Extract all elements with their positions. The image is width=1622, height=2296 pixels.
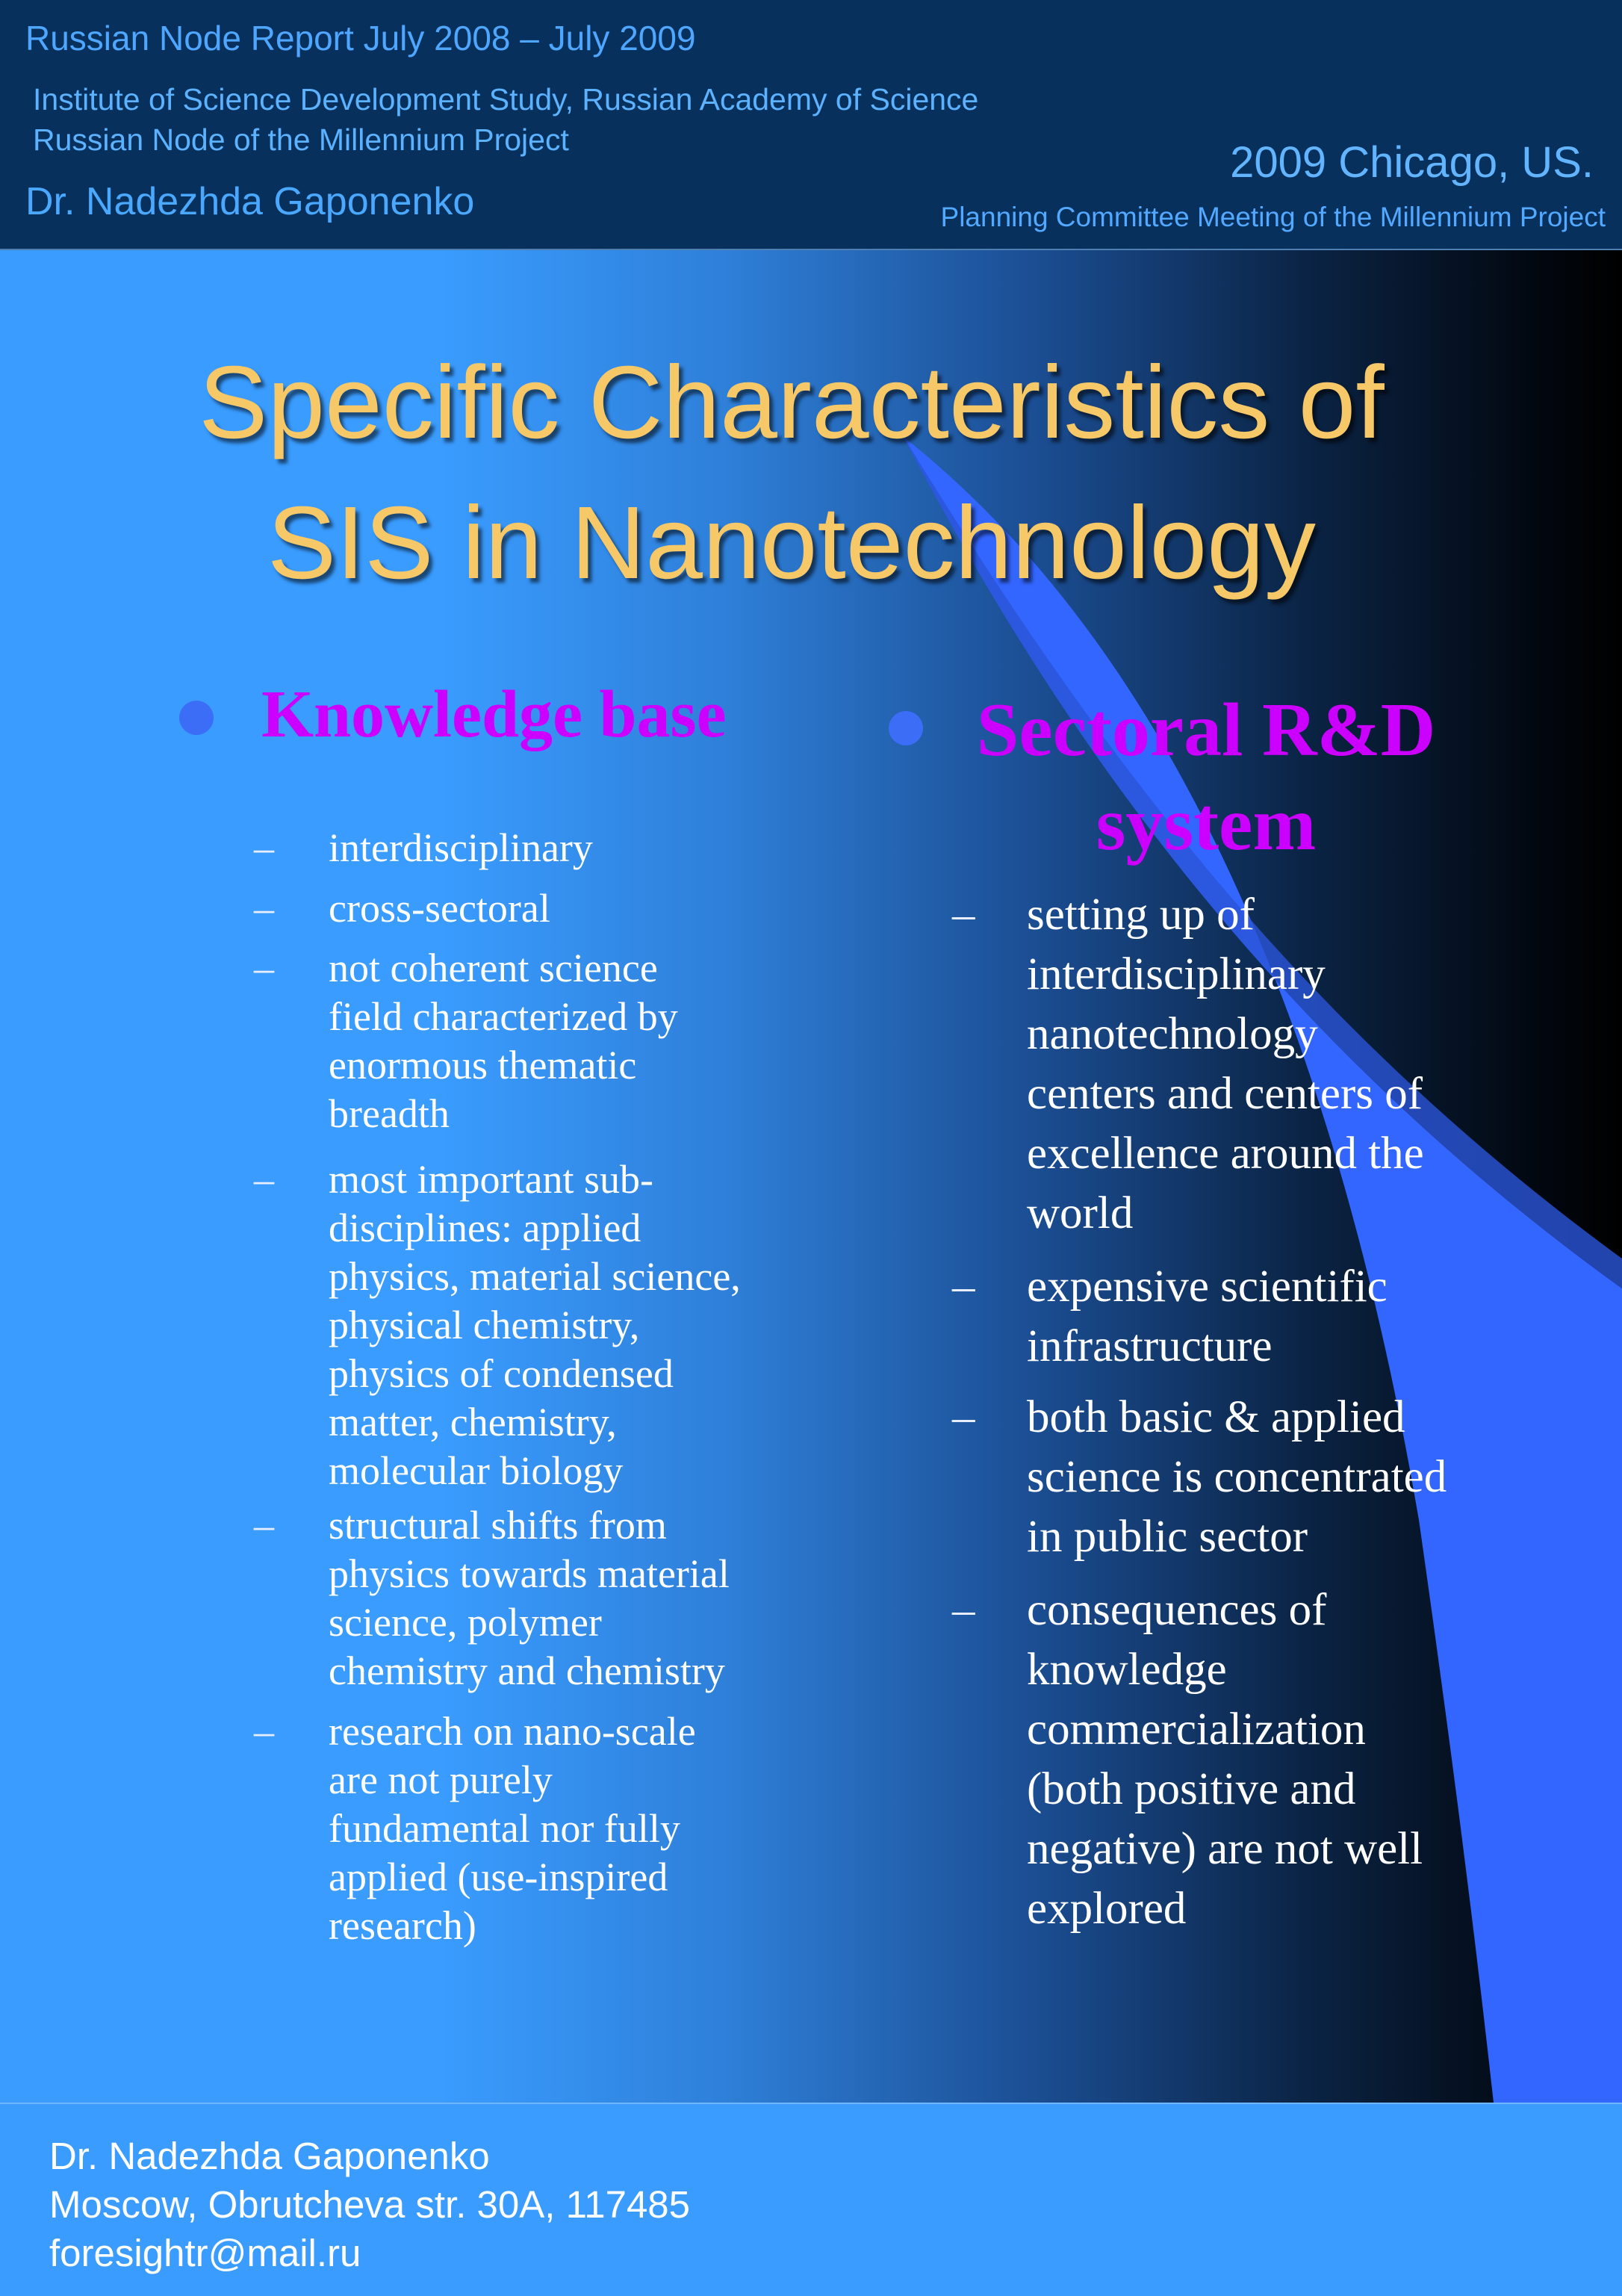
list-item-line: commercialization xyxy=(1027,1704,1366,1754)
dash-bullet-icon: – xyxy=(254,1503,274,1548)
list-item-line: in public sector xyxy=(1027,1512,1308,1562)
report-title: Russian Node Report July 2008 – July 2009 xyxy=(25,19,696,58)
footer-email[interactable] xyxy=(49,2231,361,2275)
dash-bullet-icon: – xyxy=(952,1262,975,1312)
list-item-line: both basic & applied xyxy=(1027,1392,1405,1442)
slide-title-line-2: SIS in Nanotechnology xyxy=(267,485,1316,601)
dash-bullet-icon: – xyxy=(952,890,975,940)
list-item-text xyxy=(329,1707,696,1950)
list-item-text xyxy=(1027,885,1424,1244)
list-item-text xyxy=(329,944,678,1138)
list-item-line: chemistry and chemistry xyxy=(329,1648,725,1693)
list-item-line: negative) are not well xyxy=(1027,1824,1423,1874)
list-item-line: explored xyxy=(1027,1884,1187,1934)
list-item-line: physical chemistry, xyxy=(329,1303,640,1347)
list-item-line: excellence around the xyxy=(1027,1129,1424,1179)
list-item-line: breadth xyxy=(329,1091,450,1136)
list-item-line: science is concentrated xyxy=(1027,1452,1447,1502)
list-item-line: physics, material science, xyxy=(329,1254,741,1299)
list-item-line: physics of condensed xyxy=(329,1351,674,1396)
institute-line-2: Russian Node of the Millennium Project xyxy=(33,122,569,157)
slide-body xyxy=(0,250,1622,2103)
list-item-text xyxy=(329,1155,741,1495)
list-item-line: most important sub- xyxy=(329,1157,653,1202)
header-band xyxy=(0,0,1622,250)
list-item-line: research) xyxy=(329,1903,476,1948)
dash-bullet-icon: – xyxy=(254,1157,274,1202)
list-item-line: applied (use-inspired xyxy=(329,1855,668,1899)
footer-address: Moscow, Obrutcheva str. 30A, 117485 xyxy=(49,2183,691,2226)
list-item-line: consequences of xyxy=(1027,1585,1327,1635)
bullet-dot-icon xyxy=(179,701,214,735)
list-item-line: centers and centers of xyxy=(1027,1069,1423,1119)
slide-title xyxy=(0,332,1583,613)
dash-bullet-icon: – xyxy=(254,825,274,870)
list-item-line: world xyxy=(1027,1188,1134,1238)
institute-line-1: Institute of Science Development Study, Russian Academy of Science xyxy=(33,82,979,117)
list-item-line: physics towards material xyxy=(329,1551,730,1596)
list-item-line: expensive scientific xyxy=(1027,1262,1388,1312)
list-item-text xyxy=(329,824,593,872)
list-item-line: cross-sectoral xyxy=(329,886,550,931)
dash-bullet-icon: – xyxy=(254,886,274,931)
list-item-line: knowledge xyxy=(1027,1645,1227,1695)
list-item-text xyxy=(1027,1257,1388,1377)
footer-email-link[interactable]: foresightr@mail.ru xyxy=(49,2232,361,2274)
list-item-line: enormous thematic xyxy=(329,1043,637,1088)
list-item-line: (both positive and xyxy=(1027,1764,1356,1814)
list-item-line: are not purely xyxy=(329,1757,553,1802)
list-item-line: molecular biology xyxy=(329,1448,624,1493)
list-item-line: interdisciplinary xyxy=(1027,949,1326,999)
list-item-line: field characterized by xyxy=(329,994,678,1039)
list-item-line: fundamental nor fully xyxy=(329,1806,680,1851)
slide-title-line-1: Specific Characteristics of xyxy=(199,345,1385,460)
list-item-text xyxy=(1027,1580,1423,1939)
dash-bullet-icon: – xyxy=(254,1709,274,1754)
meeting-name: Planning Committee Meeting of the Millennium Project xyxy=(940,202,1606,232)
bullet-dot-icon xyxy=(889,711,923,745)
footer-band xyxy=(0,2103,1622,2296)
list-item-line: disciplines: applied xyxy=(329,1206,641,1250)
list-item-text xyxy=(329,1501,730,1695)
sectoral-rd-heading xyxy=(933,683,1479,872)
list-item-text xyxy=(329,884,550,933)
author-name: Dr. Nadezhda Gaponenko xyxy=(25,180,475,223)
dash-bullet-icon: – xyxy=(952,1585,975,1635)
sectoral-rd-heading-line-1: Sectoral R&D xyxy=(976,688,1436,772)
list-item-line: interdisciplinary xyxy=(329,825,593,870)
list-item-line: not coherent science xyxy=(329,946,658,990)
dash-bullet-icon: – xyxy=(254,946,274,990)
list-item-line: infrastructure xyxy=(1027,1321,1273,1371)
footer-name: Dr. Nadezhda Gaponenko xyxy=(49,2135,490,2177)
list-item-line: research on nano-scale xyxy=(329,1709,696,1754)
list-item-text xyxy=(1027,1388,1447,1567)
list-item-line: nanotechnology xyxy=(1027,1009,1318,1059)
list-item-line: matter, chemistry, xyxy=(329,1400,617,1445)
meeting-place: 2009 Chicago, US. xyxy=(1230,138,1594,187)
knowledge-base-heading: Knowledge base xyxy=(261,677,727,751)
dash-bullet-icon: – xyxy=(952,1392,975,1442)
list-item-line: science, polymer xyxy=(329,1600,602,1645)
list-item-line: setting up of xyxy=(1027,890,1255,940)
list-item-line: structural shifts from xyxy=(329,1503,667,1548)
sectoral-rd-heading-line-2: system xyxy=(1096,782,1317,866)
